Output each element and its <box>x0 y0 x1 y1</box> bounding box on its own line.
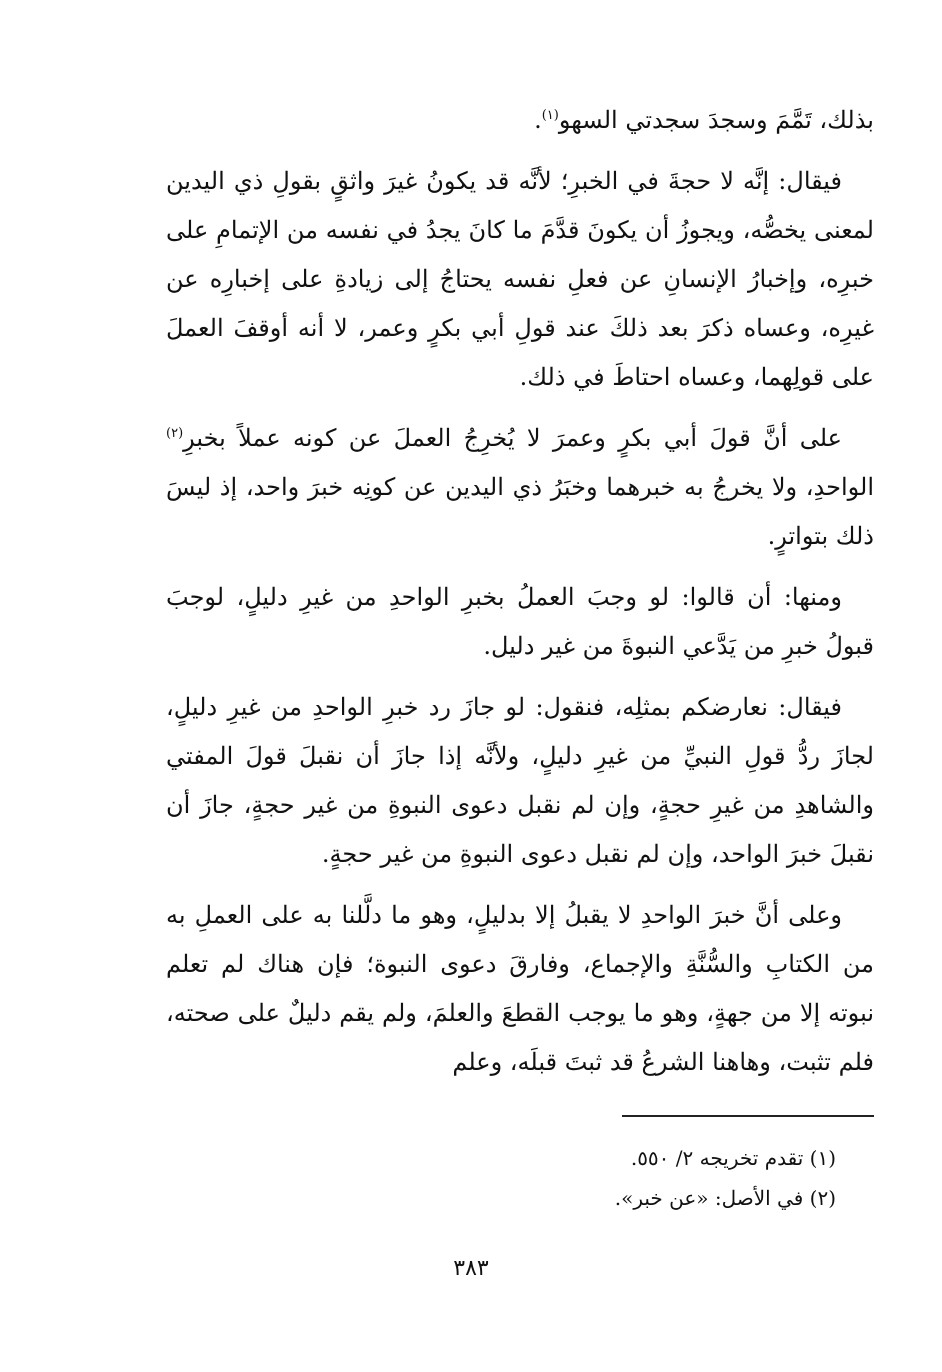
paragraph-text: فيقال: نعارضكم بمثلِه، فنقول: لو جازَ رد خبرِ الواحدِ من غيرِ دليلٍ، لجازَ ردُّ قولِ النبيِّ من غيرِ دليلٍ، ولأنَّه إذا جازَ أن نقبلَ قولَ المفتي والشاهدِ من غيرِ حجةٍ، وإن لم نقبل دعوى النبوةِ من غير حجةٍ، جازَ أن نقبلَ خبرَ الواحد، وإن لم نقبل دعوى النبوةِ من غير حجةٍ. <box>166 693 874 868</box>
paragraph-5 <box>166 683 874 879</box>
paragraph-3 <box>166 414 874 561</box>
footnote-divider <box>622 1115 874 1117</box>
paragraph-text: فيقال: إنَّه لا حجةَ في الخبرِ؛ لأنَّه قد يكونُ غيرَ واثقٍ بقولِ ذي اليدين لمعنى يخصُّه، ويجوزُ أن يكونَ قدَّمَ ما كانَ يجدُ في نفسه من الإتمامِ على خبرِه، وإخبارُ الإنسانِ عن فعلِ نفسه يحتاجُ إلى زيادةِ على إخبارِه عن غيرِه، وعساه ذكرَ بعد ذلكَ عند قولِ أبي بكرٍ وعمر، لا أنه أوقفَ العملَ على قولِهما، وعساه احتاطَ في ذلك. <box>166 167 874 391</box>
paragraph-text: . <box>534 106 542 134</box>
footnote-2: (٢) في الأصل: «عن خبر». <box>614 1186 836 1210</box>
footnote-ref-1[interactable]: (١) <box>541 108 559 123</box>
paragraph-text: وعلى أنَّ خبرَ الواحدِ لا يقبلُ إلا بدليلٍ، وهو ما دلَّلنا به على العملِ به من الكتابِ والسُّنَّةِ والإجماع، وفارقَ دعوى النبوة؛ فإن هناك لم تعلم نبوته إلا من جهةٍ، وهو ما يوجب القطعَ والعلمَ، ولم يقم دليلٌ على صحته، فلم تثبت، وهاهنا الشرعُ قد ثبتَ قبلَه، وعلم <box>166 901 874 1076</box>
footnote-ref-2[interactable]: (٢) <box>166 426 184 441</box>
main-text <box>166 96 874 1099</box>
paragraph-text: الواحدِ، ولا يخرجُ به خبرهما وخبَرُ ذي اليدين عن كونِه خبرَ واحد، إذ ليسَ ذلك بتواترٍ. <box>166 473 874 550</box>
footnote-1: (١) تقدم تخريجه ٢/ ٥٥٠. <box>630 1146 836 1170</box>
paragraph-text: ومنها: أن قالوا: لو وجبَ العملُ بخبرِ الواحدِ من غيرِ دليلٍ، لوجبَ قبولُ خبرِ من يَدَّعي النبوةَ من غير دليل. <box>166 583 874 660</box>
paragraph-text: بذلك، تَمَّمَ وسجدَ سجدتي السهو <box>558 106 874 134</box>
paragraph-4 <box>166 573 874 671</box>
paragraph-2 <box>166 157 874 402</box>
footnotes <box>400 1138 836 1218</box>
paragraph-6 <box>166 891 874 1087</box>
paragraph-text: على أنَّ قولَ أبي بكرٍ وعمرَ لا يُخرِجُ العملَ عن كونه عملاً بخبرِ <box>183 424 842 452</box>
paragraph-1 <box>166 96 874 145</box>
page-number: ٣٨٣ <box>453 1256 489 1281</box>
